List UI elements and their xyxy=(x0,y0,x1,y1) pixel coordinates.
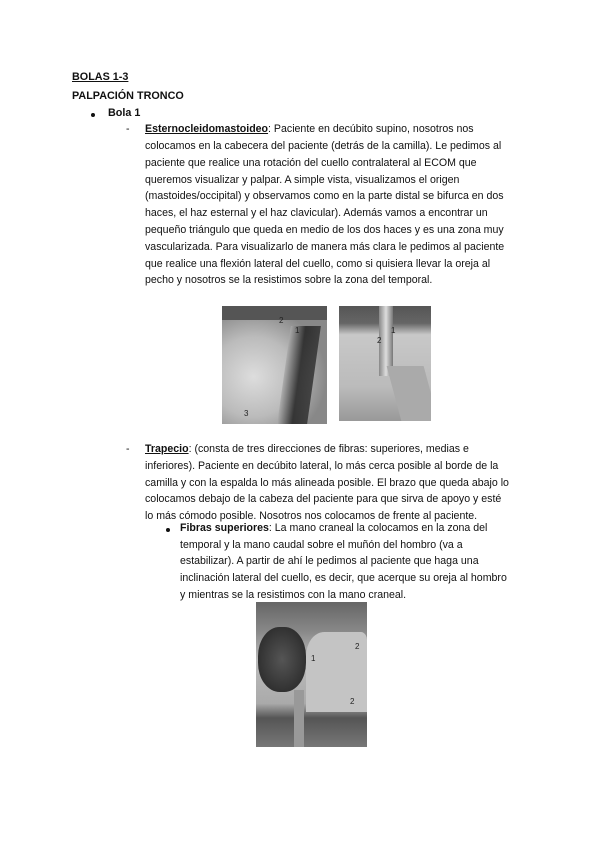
photo-label: 2 xyxy=(377,336,382,345)
ecom-line: pequeño triángulo que queda en medio de los dos haces y es una zona muy xyxy=(145,224,504,236)
ecom-line: queremos visualizar y palpar. A simple vista, visualizamos el origen xyxy=(145,174,460,186)
neck-photo-1 xyxy=(222,306,327,424)
fibras-line: inclinación lateral del cuello, es decir, que acerque su oreja al hombro xyxy=(180,572,507,584)
fibras-line-text: : La mano craneal la colocamos en la zona del xyxy=(268,522,488,534)
fibras-line: y mientras se la resistimos con la mano craneal. xyxy=(180,589,407,601)
photo-label: 3 xyxy=(244,409,249,418)
fibras-line xyxy=(180,522,487,535)
photo-label: 2 xyxy=(350,697,355,706)
section-heading: PALPACIÓN TRONCO xyxy=(72,90,184,102)
ecom-line xyxy=(145,123,474,136)
ecom-line-text: : Paciente en decúbito supino, nosotros nos xyxy=(268,123,474,135)
fibras-line: temporal y la mano caudal sobre el muñón del hombro (va a xyxy=(180,539,463,551)
neck-photo-2 xyxy=(339,306,431,421)
fibras-line: estabilizar). A partir de ahí le pedimos al paciente que haga una xyxy=(180,555,479,567)
bola-1-heading: Bola 1 xyxy=(108,107,141,119)
ecom-line: (mastoides/occipital) y observamos como en la parte distal se bifurca en dos xyxy=(145,190,504,202)
dash-marker: - xyxy=(126,123,130,135)
photo-label: 1 xyxy=(295,326,300,335)
trapecio-term: Trapecio xyxy=(145,443,189,455)
ecom-term: Esternocleidomastoideo xyxy=(145,123,269,135)
fibras-term: Fibras superiores xyxy=(180,522,269,534)
photo-label: 2 xyxy=(355,642,360,651)
bullet-dot xyxy=(91,113,95,117)
ecom-line: colocamos en la cabecera del paciente (detrás de la camilla). Le pedimos al xyxy=(145,140,502,152)
document-title: BOLAS 1-3 xyxy=(72,71,129,83)
ecom-line: que realice una flexión lateral del cuello, como si quisiera llevar la oreja al xyxy=(145,258,491,270)
trapecio-line: lo más cómodo posible. Nosotros nos colocamos de frente al paciente. xyxy=(145,510,478,522)
ecom-line: pecho y nosotros se la resistimos sobre la zona del temporal. xyxy=(145,274,433,286)
dash-marker: - xyxy=(126,443,130,455)
ecom-line: haces, el haz esternal y el haz clavicular). Además vamos a encontrar un xyxy=(145,207,488,219)
trapezius-photo xyxy=(256,602,367,747)
photo-label: 2 xyxy=(279,316,284,325)
ecom-line: vascularizada. Para visualizarlo de manera más clara le pedimos al paciente xyxy=(145,241,505,253)
trapecio-line: inferiores). Paciente en decúbito lateral, lo más cerca posible al borde de la xyxy=(145,460,499,472)
trapecio-line: colocamos debajo de la cabeza del paciente para que sirva de apoyo y esté xyxy=(145,493,502,505)
photo-label: 1 xyxy=(391,326,396,335)
trapecio-line: camilla y con la espalda lo más alineada posible. El brazo que queda abajo lo xyxy=(145,477,509,489)
ecom-line: paciente que realice una rotación del cuello contralateral al ECOM que xyxy=(145,157,477,169)
photo-label: 1 xyxy=(311,654,316,663)
trapecio-line-text: : (consta de tres direcciones de fibras: superiores, medias e xyxy=(188,443,469,455)
trapecio-line xyxy=(145,443,469,456)
bullet-dot xyxy=(166,528,170,532)
